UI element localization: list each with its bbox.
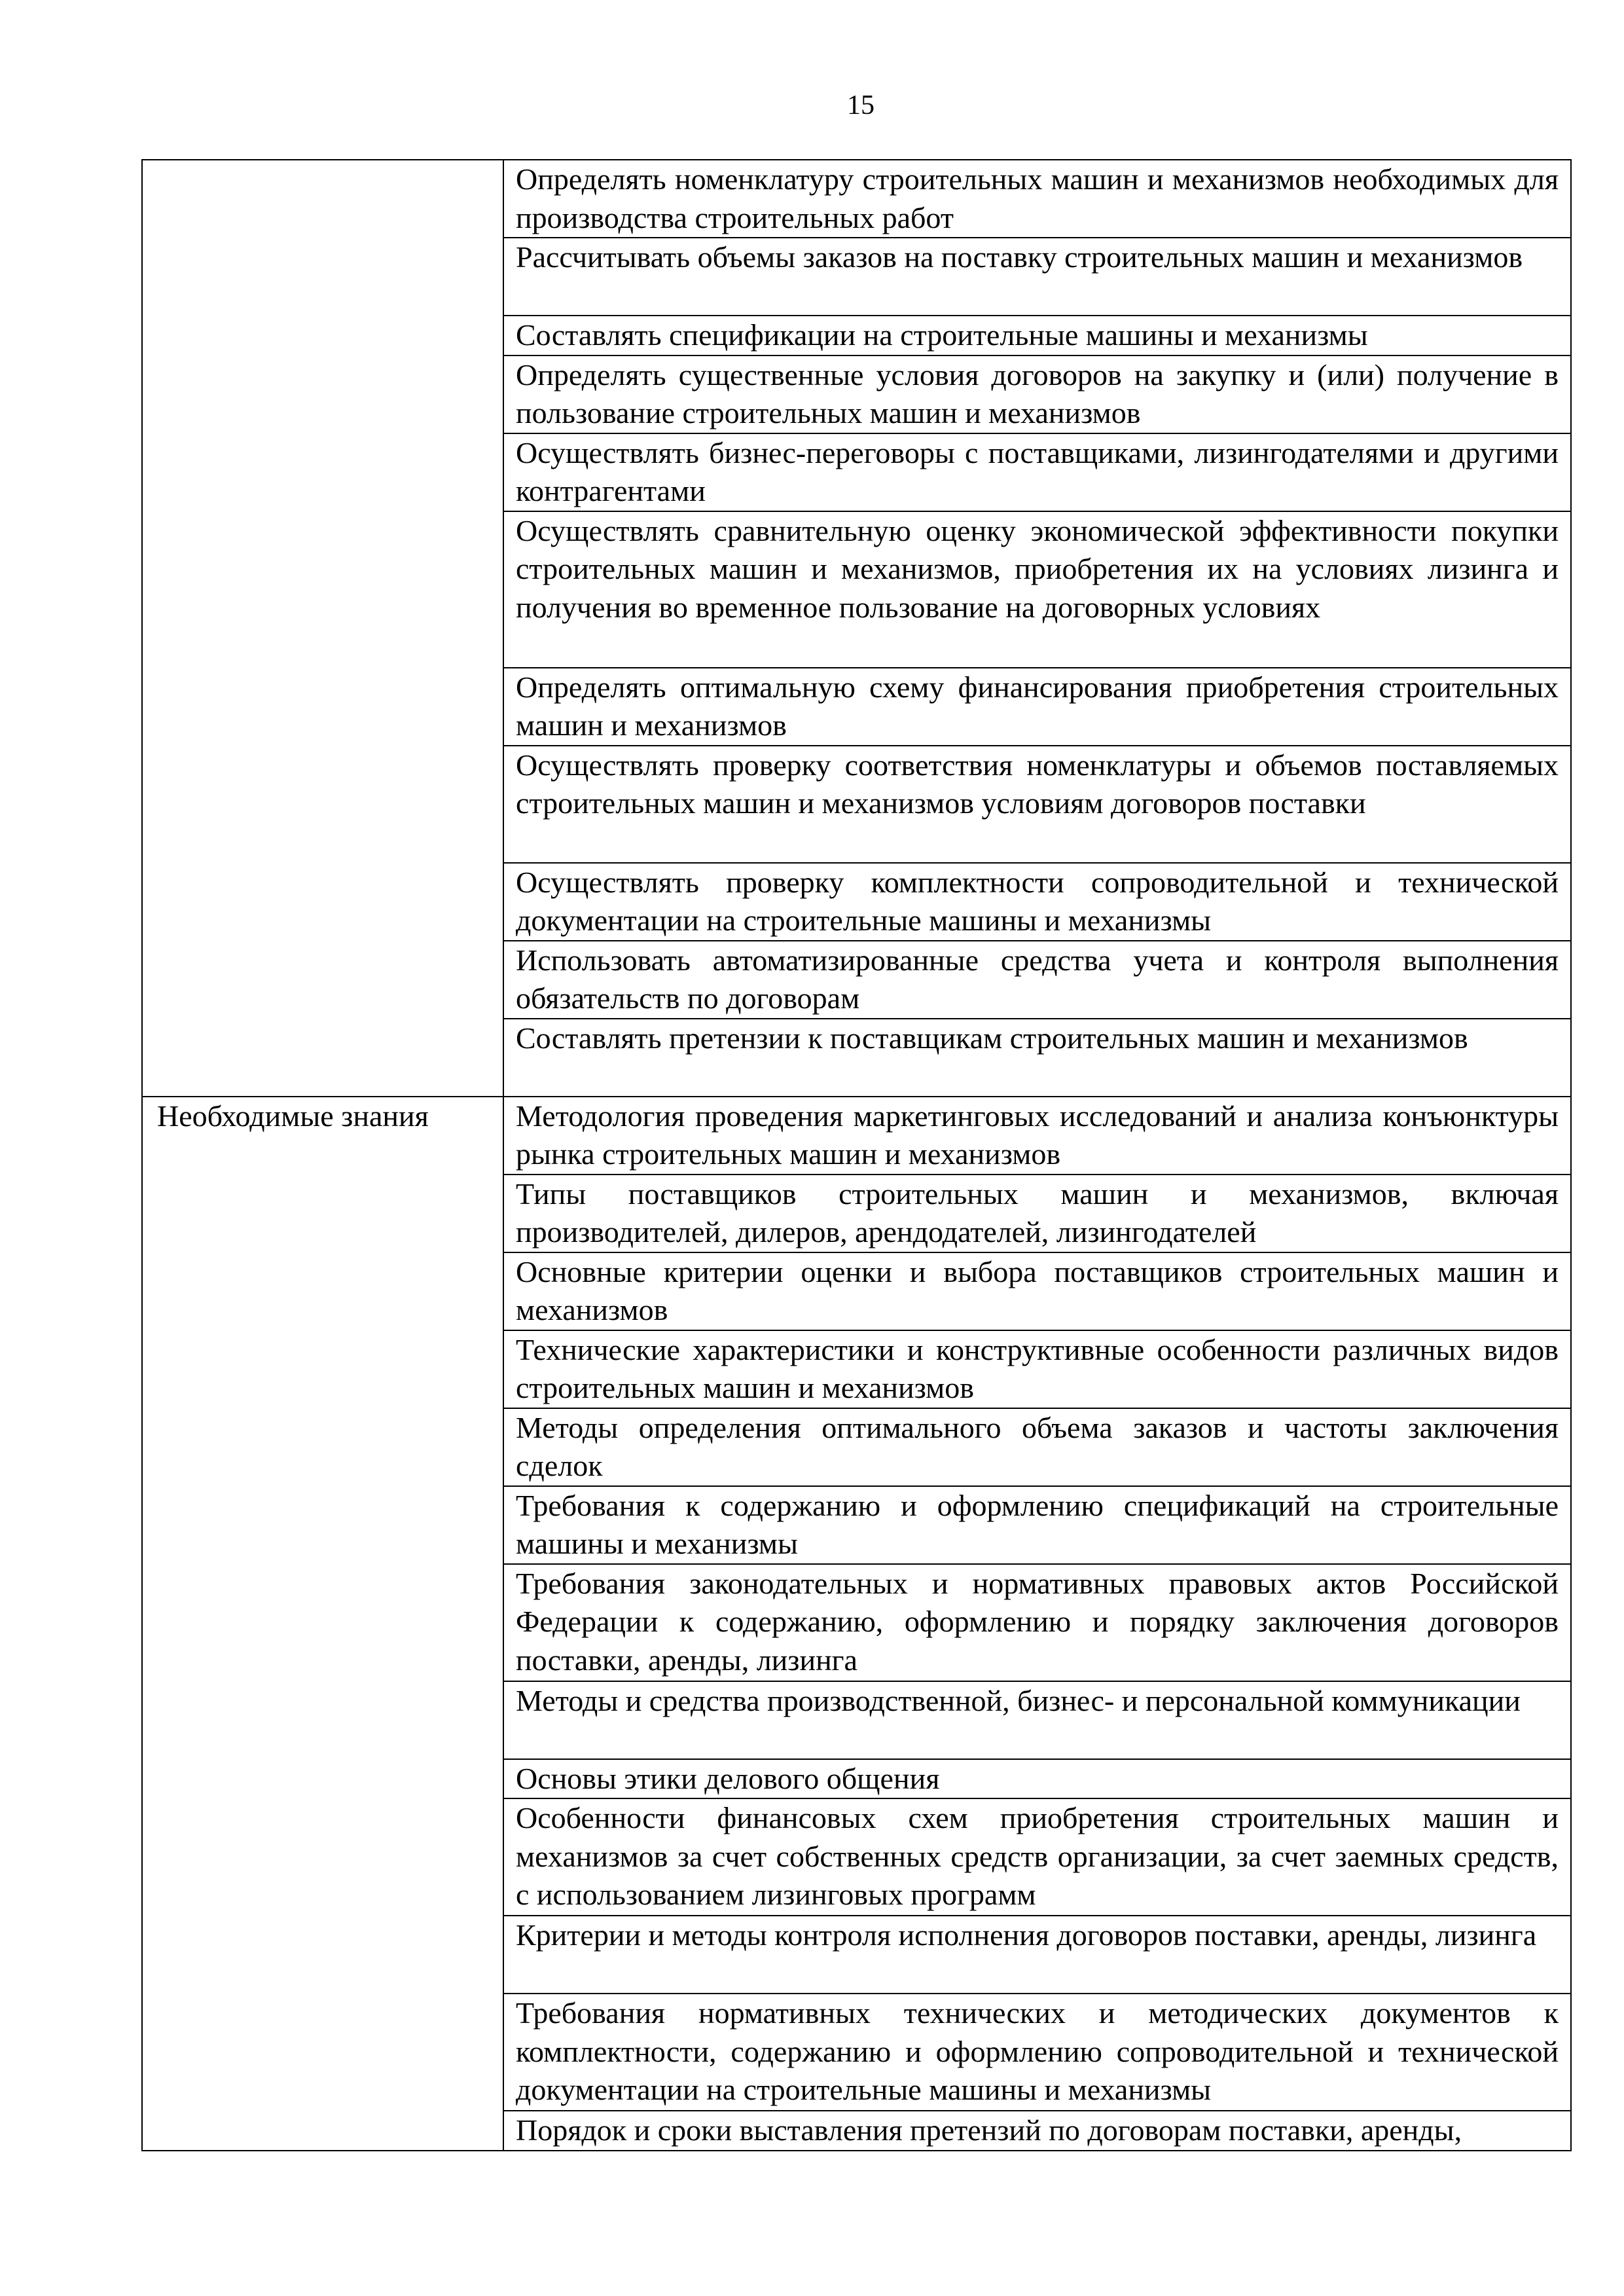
knowledge-item-cell bbox=[503, 1798, 1571, 1916]
knowledge-item-text: Технические характеристики и конструктивные особенности различных видов строительных машин и механизмов bbox=[516, 1332, 1559, 1404]
requirements-table bbox=[141, 159, 1572, 2151]
skill-item-text: Составлять претензии к поставщикам строительных машин и механизмов bbox=[516, 1021, 1468, 1055]
knowledge-item-text: Основы этики делового общения bbox=[516, 1761, 940, 1795]
knowledge-item-cell bbox=[503, 1097, 1571, 1175]
knowledge-item-cell bbox=[503, 1330, 1571, 1408]
knowledge-row bbox=[142, 1097, 1571, 1175]
knowledge-label-cell bbox=[142, 1097, 503, 2151]
skill-item-text: Определять существенные условия договоров на закупку и (или) получение в пользование строительных машин и механизмов bbox=[516, 357, 1559, 429]
knowledge-item-text: Требования нормативных технических и методических документов к комплектности, содержанию и оформлению сопроводительной и технической документации на строительные машины и механизмы bbox=[516, 1996, 1559, 2106]
knowledge-item-text: Основные критерии оценки и выбора поставщиков строительных машин и механизмов bbox=[516, 1254, 1559, 1326]
skill-item-text: Использовать автоматизированные средства учета и контроля выполнения обязательств по договорам bbox=[516, 943, 1559, 1015]
skill-label-cell bbox=[142, 160, 503, 1097]
skill-item-cell bbox=[503, 941, 1571, 1019]
skill-item-text: Составлять спецификации на строительные машины и механизмы bbox=[516, 318, 1368, 352]
knowledge-item-cell bbox=[503, 2111, 1571, 2151]
knowledge-item-text: Требования законодательных и нормативных правовых актов Российской Федерации к содержанию, оформлению и порядку заключения договоров поставки, аренды, лизинга bbox=[516, 1566, 1559, 1677]
knowledge-item-text: Требования к содержанию и оформлению спецификаций на строительные машины и механизмы bbox=[516, 1488, 1559, 1560]
knowledge-item-text: Методология проведения маркетинговых исследований и анализа конъюнктуры рынка строительных машин и механизмов bbox=[516, 1099, 1559, 1171]
skill-item-cell bbox=[503, 316, 1571, 355]
skill-row bbox=[142, 160, 1571, 238]
skill-item-text: Определять номенклатуру строительных машин и механизмов необходимых для производства строительных работ bbox=[516, 162, 1559, 234]
skill-item-text: Рассчитывать объемы заказов на поставку строительных машин и механизмов bbox=[516, 240, 1523, 274]
skill-item-text: Осуществлять бизнес-переговоры с поставщиками, лизингодателями и другими контрагентами bbox=[516, 435, 1559, 507]
skill-item-text: Осуществлять проверку соответствия номенклатуры и объемов поставляемых строительных машин и механизмов условиям договоров поставки bbox=[516, 748, 1559, 820]
knowledge-item-text: Особенности финансовых схем приобретения строительных машин и механизмов за счет собственных средств организации, за счет заемных средств, с использованием лизинговых программ bbox=[516, 1801, 1559, 1911]
knowledge-item-cell bbox=[503, 1486, 1571, 1564]
knowledge-item-cell bbox=[503, 1759, 1571, 1799]
knowledge-item-text: Методы и средства производственной, бизнес- и персональной коммуникации bbox=[516, 1683, 1521, 1717]
skill-item-cell bbox=[503, 746, 1571, 863]
knowledge-item-text: Методы определения оптимального объема заказов и частоты заключения сделок bbox=[516, 1410, 1559, 1482]
skill-item-cell bbox=[503, 1019, 1571, 1097]
table-body bbox=[142, 160, 1571, 2151]
skill-item-cell bbox=[503, 668, 1571, 746]
skill-item-cell bbox=[503, 238, 1571, 316]
skill-item-cell bbox=[503, 511, 1571, 668]
skill-item-cell bbox=[503, 160, 1571, 238]
knowledge-item-cell bbox=[503, 1564, 1571, 1681]
knowledge-item-text: Типы поставщиков строительных машин и механизмов, включая производителей, дилеров, арендодателей, лизингодателей bbox=[516, 1176, 1559, 1248]
knowledge-item-text: Критерии и методы контроля исполнения договоров поставки, аренды, лизинга bbox=[516, 1918, 1537, 1952]
knowledge-item-cell bbox=[503, 1252, 1571, 1330]
knowledge-item-cell bbox=[503, 1994, 1571, 2111]
skill-item-text: Определять оптимальную схему финансирования приобретения строительных машин и механизмов bbox=[516, 670, 1559, 742]
skill-item-cell bbox=[503, 433, 1571, 511]
knowledge-label: Необходимые знания bbox=[157, 1099, 429, 1133]
knowledge-item-cell bbox=[503, 1175, 1571, 1252]
skill-item-cell bbox=[503, 863, 1571, 941]
skill-item-cell bbox=[503, 355, 1571, 433]
skill-item-text: Осуществлять проверку комплектности сопроводительной и технической документации на строительные машины и механизмы bbox=[516, 865, 1559, 937]
knowledge-item-cell bbox=[503, 1408, 1571, 1486]
knowledge-item-text: Порядок и сроки выставления претензий по договорам поставки, аренды, bbox=[516, 2113, 1462, 2147]
skill-item-text: Осуществлять сравнительную оценку экономической эффективности покупки строительных машин и механизмов, приобретения их на условиях лизинга и получения во временное пользование на договорных условиях bbox=[516, 513, 1559, 624]
knowledge-item-cell bbox=[503, 1681, 1571, 1759]
page-number: 15 bbox=[847, 90, 875, 120]
knowledge-item-cell bbox=[503, 1916, 1571, 1994]
